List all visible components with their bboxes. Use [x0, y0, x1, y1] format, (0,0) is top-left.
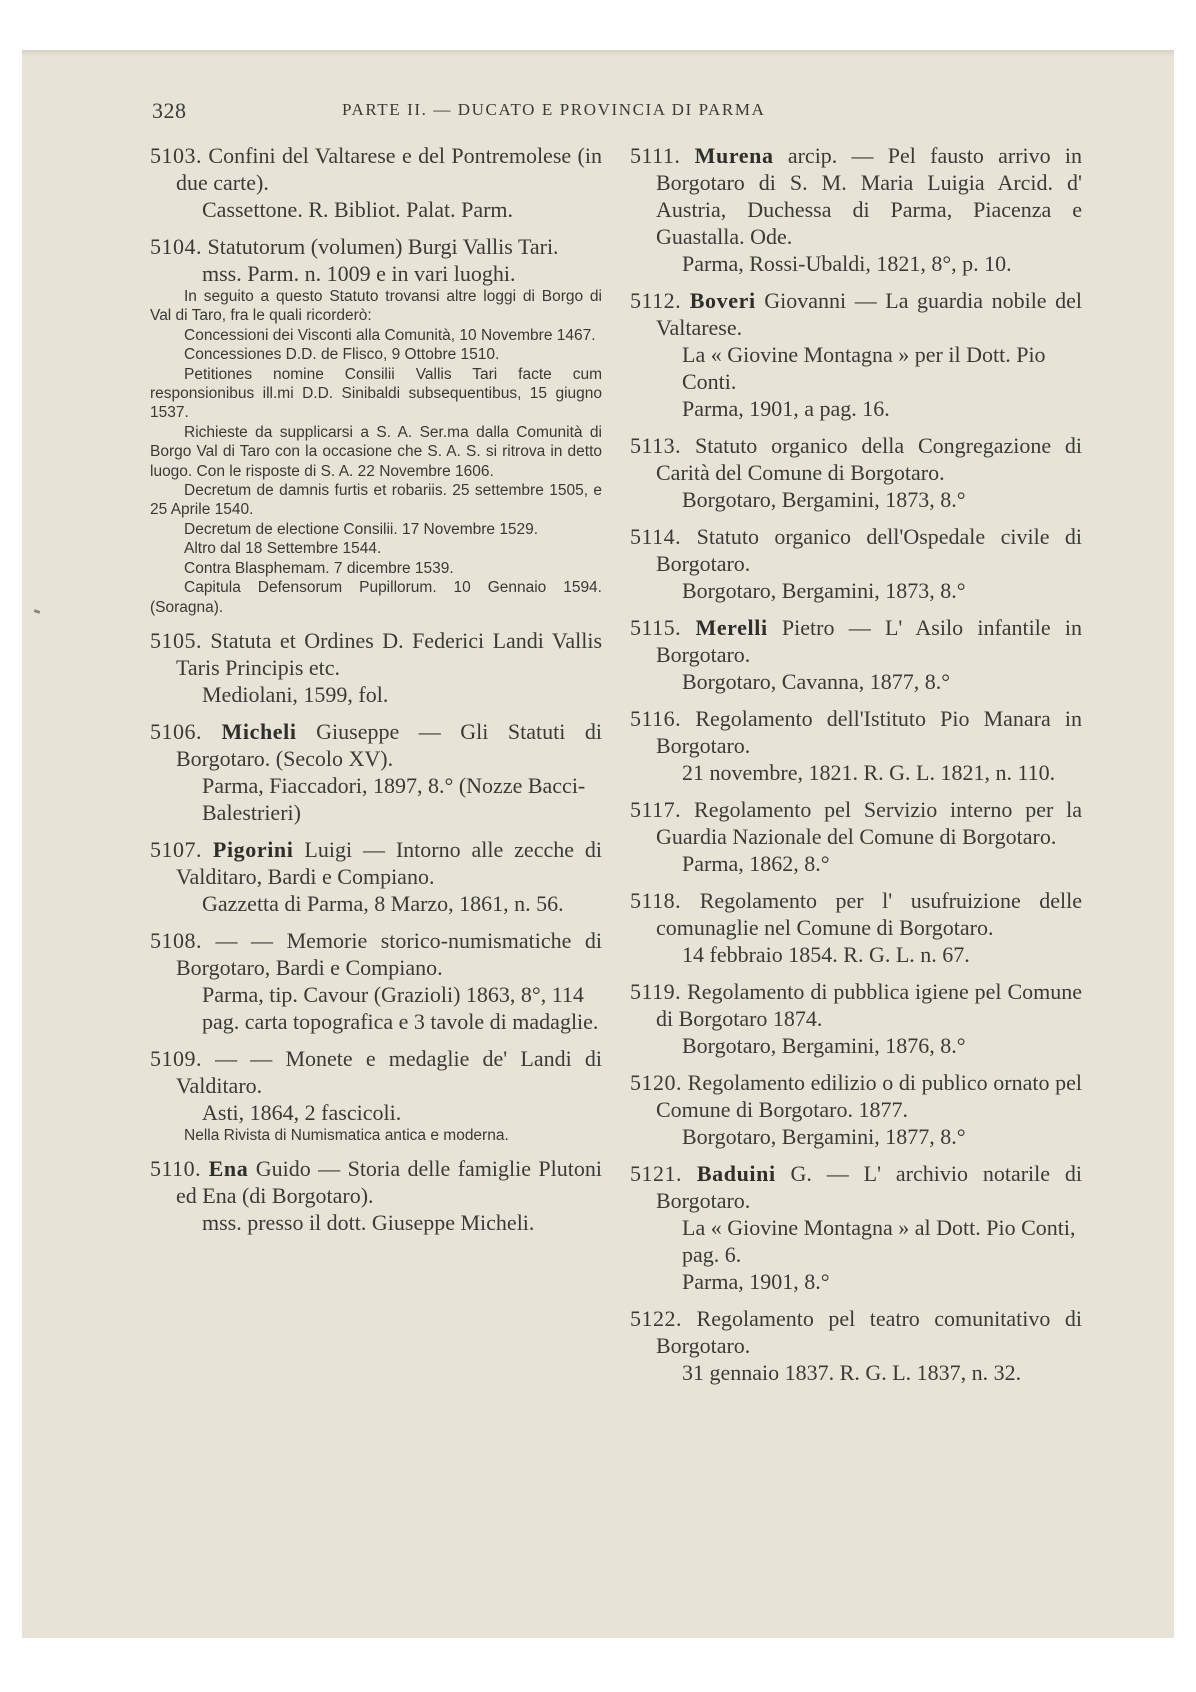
- entry-title: Regolamento per l' usufruizione delle comunaglie nel Comune di Borgotaro.: [656, 888, 1082, 940]
- note-line: Decretum de electione Consilii. 17 Novembre 1529.: [184, 520, 539, 538]
- entry-title-line: [150, 718, 602, 772]
- entry-title-line: [630, 142, 1082, 250]
- entry-author: Boveri: [689, 288, 756, 313]
- entry-author: Ena: [208, 1156, 249, 1182]
- note-line: Concessioni dei Visconti alla Comunità, 10 Novembre 1467.: [184, 326, 596, 344]
- note-line: Contra Blasphemam. 7 dicembre 1539.: [184, 559, 454, 577]
- entry-imprint: Borgotaro, Bergamini, 1877, 8.°: [682, 1124, 966, 1149]
- entry-title-line: [150, 836, 602, 890]
- bibliography-entry: [630, 887, 1082, 968]
- entry-title: Statuto organico dell'Ospedale civile di Borgotaro.: [656, 524, 1082, 576]
- entry-number: 5119.: [630, 979, 682, 1004]
- entry-title: Confini del Valtarese e del Pontremolese (in due carte).: [176, 143, 602, 195]
- entry-author: Micheli: [221, 718, 297, 744]
- page-number: 328: [152, 98, 187, 123]
- entry-author: Murena: [694, 143, 774, 168]
- entry-number: 5104.: [150, 234, 202, 259]
- entry-author: Merelli: [695, 615, 768, 640]
- entry-title: Regolamento pel Servizio interno per la Guardia Nazionale del Comune di Borgotaro.: [656, 797, 1083, 849]
- entry-title-line: [630, 614, 1082, 668]
- entry-imprint: mss. Parm. n. 1009 e in vari luoghi.: [202, 261, 516, 286]
- entry-number: 5103.: [150, 143, 202, 168]
- entry-number: 5118.: [630, 888, 682, 913]
- left-column: [150, 142, 602, 1246]
- bibliography-entry: [630, 142, 1082, 277]
- entry-title-line: [630, 287, 1082, 341]
- entry-imprint: Parma, 1862, 8.°: [682, 851, 830, 876]
- entry-imprint: 31 gennaio 1837. R. G. L. 1837, n. 32.: [682, 1360, 1022, 1385]
- running-title: PARTE II. — DUCATO E PROVINCIA DI PARMA: [342, 100, 766, 119]
- bibliography-entry: [630, 432, 1082, 513]
- entry-author: Pigorini: [212, 836, 294, 862]
- entry-title: arcip. — Pel fausto arrivo in Borgotaro di S. M. Maria Luigia Arcid. d' Austria, Duchessa di Parma, Piacenza e Guastalla. Ode.: [656, 143, 1083, 249]
- entry-title-line: [630, 432, 1082, 486]
- entry-imprint: La « Giovine Montagna » per il Dott. Pio Conti.: [682, 342, 1046, 394]
- entry-title-line: [630, 705, 1082, 759]
- entry-imprint: mss. presso il dott. Giuseppe Micheli.: [202, 1210, 535, 1236]
- entry-imprint: Borgotaro, Bergamini, 1876, 8.°: [682, 1033, 966, 1058]
- entry-author: Baduini: [696, 1161, 776, 1186]
- bibliography-entry: [150, 836, 602, 917]
- bibliography-entry: [630, 1305, 1082, 1386]
- entry-title: Guido — Storia delle famiglie Plutoni ed Ena (di Borgotaro).: [176, 1156, 603, 1209]
- entry-title-line: [630, 1160, 1082, 1214]
- entry-number: 5120.: [630, 1070, 682, 1095]
- entry-title: Pietro — L' Asilo infantile in Borgotaro.: [656, 615, 1083, 667]
- entry-title: Giuseppe — Gli Statuti di Borgotaro. (Secolo XV).: [176, 718, 603, 771]
- note-line: Capitula Defensorum Pupillorum. 10 Gennaio 1594. (Soragna).: [150, 579, 602, 616]
- entry-imprint: Asti, 1864, 2 fascicoli.: [202, 1099, 402, 1125]
- entry-number: 5111.: [630, 143, 681, 168]
- entry-title: Statuta et Ordines D. Federici Landi Vallis Taris Principis etc.: [176, 627, 603, 680]
- entry-title-line: [630, 1069, 1082, 1123]
- note-line: Decretum de damnis furtis et robariis. 25 settembre 1505, e 25 Aprile 1540.: [150, 482, 602, 519]
- entry-imprint: Parma, Rossi-Ubaldi, 1821, 8°, p. 10.: [682, 251, 1012, 276]
- note-line: Petitiones nomine Consilii Vallis Tari facte cum responsionibus ill.mi D.D. Sinibaldi subsequentibus, 15 giugno 1537.: [150, 365, 602, 422]
- entry-title: — — Monete e medaglie de' Landi di Valditaro.: [176, 1045, 602, 1098]
- bibliography-entry: [630, 1069, 1082, 1150]
- note-line: Richieste da supplicarsi a S. A. Ser.ma dalla Comunità di Borgo Val di Taro con la occasione che S. A. S. si ritrova in detto luogo. Con le risposte di S. A. 22 Novembre 1606.: [150, 423, 602, 480]
- entry-number: 5116.: [630, 706, 682, 731]
- bibliography-entry: [630, 705, 1082, 786]
- entry-imprint-secondary: Parma, 1901, 8.°: [682, 1269, 830, 1294]
- bibliography-entry: [150, 1155, 602, 1236]
- entry-number: 5106.: [150, 718, 202, 744]
- note-line: In seguito a questo Statuto trovansi altre loggi di Borgo di Val di Taro, fra le quali ricorderò:: [150, 288, 602, 325]
- entry-imprint: 14 febbraio 1854. R. G. L. n. 67.: [682, 942, 970, 967]
- bibliography-entry: [150, 927, 602, 1035]
- entry-title: G. — L' archivio notarile di Borgotaro.: [656, 1161, 1082, 1213]
- entry-number: 5117.: [630, 797, 682, 822]
- entry-imprint: Parma, Fiaccadori, 1897, 8.° (Nozze Bacci-Balestrieri): [202, 772, 586, 825]
- bibliography-entry: [150, 142, 602, 223]
- bibliography-entry: [630, 614, 1082, 695]
- entry-imprint-secondary: Parma, 1901, a pag. 16.: [682, 396, 890, 421]
- entry-note: [150, 1126, 602, 1145]
- bibliography-entry: [150, 718, 602, 826]
- entry-imprint: Cassettone. R. Bibliot. Palat. Parm.: [202, 197, 514, 222]
- entry-title: Regolamento dell'Istituto Pio Manara in Borgotaro.: [656, 706, 1082, 758]
- entry-title-line: [630, 523, 1082, 577]
- entry-title-line: [150, 627, 602, 681]
- entry-imprint: Gazzetta di Parma, 8 Marzo, 1861, n. 56.: [202, 890, 564, 916]
- entry-title-line: [150, 927, 602, 981]
- entry-number: 5121.: [630, 1161, 682, 1186]
- entry-title: Giovanni — La guardia nobile del Valtarese.: [656, 288, 1083, 340]
- bibliography-entry: [630, 287, 1082, 422]
- entry-number: 5122.: [630, 1306, 682, 1331]
- entry-title: Regolamento pel teatro comunitativo di Borgotaro.: [656, 1306, 1083, 1358]
- entry-title-line: [150, 142, 602, 196]
- right-column: [630, 142, 1082, 1396]
- bibliography-entry: [630, 523, 1082, 604]
- note-line: Nella Rivista di Numismatica antica e moderna.: [184, 1126, 509, 1144]
- scan-edge: [22, 50, 1174, 56]
- entry-number: 5115.: [630, 615, 682, 640]
- entry-number: 5105.: [150, 627, 202, 653]
- entry-title: Regolamento edilizio o di publico ornato pel Comune di Borgotaro. 1877.: [656, 1070, 1083, 1122]
- entry-title-line: [630, 1305, 1082, 1359]
- ink-speck: [34, 609, 41, 614]
- entry-imprint: Borgotaro, Cavanna, 1877, 8.°: [682, 669, 951, 694]
- entry-title: — — Memorie storico-numismatiche di Borgotaro, Bardi e Compiano.: [176, 927, 603, 980]
- entry-number: 5114.: [630, 524, 682, 549]
- entry-number: 5110.: [150, 1156, 202, 1182]
- entry-imprint: 21 novembre, 1821. R. G. L. 1821, n. 110.: [682, 760, 1056, 785]
- entry-number: 5107.: [150, 836, 202, 862]
- entry-title-line: [150, 1045, 602, 1099]
- entry-title: Regolamento di pubblica igiene pel Comune di Borgotaro 1874.: [656, 979, 1083, 1031]
- entry-imprint: Mediolani, 1599, fol.: [202, 681, 389, 707]
- entry-number: 5108.: [150, 927, 202, 953]
- bibliography-entry: [150, 1045, 602, 1145]
- entry-number: 5109.: [150, 1045, 202, 1071]
- entry-title-line: [630, 887, 1082, 941]
- entry-imprint: Parma, tip. Cavour (Grazioli) 1863, 8°, 114 pag. carta topografica e 3 tavole di madaglie.: [202, 981, 599, 1034]
- entry-imprint: Borgotaro, Bergamini, 1873, 8.°: [682, 578, 966, 603]
- note-line: Concessiones D.D. de Flisco, 9 Ottobre 1510.: [184, 346, 500, 364]
- bibliography-entry: [150, 627, 602, 708]
- bibliography-entry: [630, 978, 1082, 1059]
- entry-title: Statutorum (volumen) Burgi Vallis Tari.: [207, 234, 559, 259]
- entry-title-line: [630, 796, 1082, 850]
- entry-title: Statuto organico della Congregazione di Carità del Comune di Borgotaro.: [656, 433, 1083, 485]
- entry-title-line: [150, 233, 602, 260]
- entry-title-line: [150, 1155, 602, 1209]
- entry-imprint: Borgotaro, Bergamini, 1873, 8.°: [682, 487, 966, 512]
- entry-number: 5113.: [630, 433, 682, 458]
- entry-number: 5112.: [630, 288, 682, 313]
- entry-imprint: La « Giovine Montagna » al Dott. Pio Conti, pag. 6.: [682, 1215, 1076, 1267]
- entry-title: Luigi — Intorno alle zecche di Valditaro, Bardi e Compiano.: [176, 836, 603, 889]
- entry-title-line: [630, 978, 1082, 1032]
- bibliography-entry: [630, 1160, 1082, 1295]
- bibliography-entry: [630, 796, 1082, 877]
- note-line: Altro dal 18 Settembre 1544.: [184, 540, 382, 558]
- entry-note: [150, 287, 602, 617]
- bibliography-entry: [150, 233, 602, 617]
